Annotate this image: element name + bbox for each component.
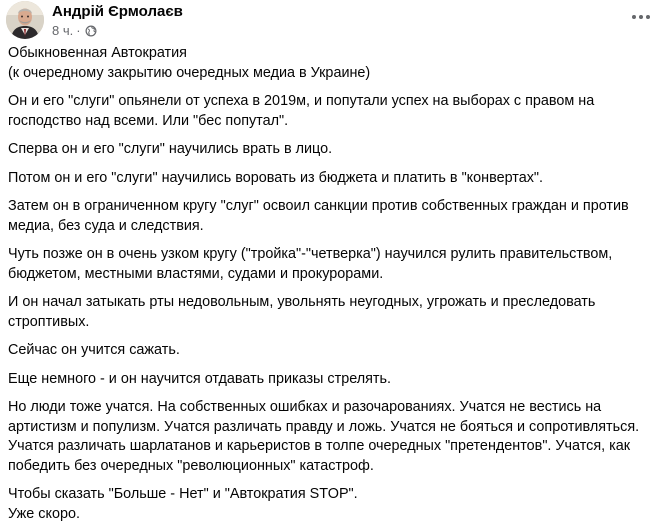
author-avatar-image [6,1,44,39]
post-meta [52,23,97,38]
author-name[interactable]: Андрій Єрмолаєв [52,3,183,20]
post-timestamp[interactable]: 8 ч. [52,23,74,38]
meta-separator: · [76,23,81,38]
post-paragraph: Уже скоро. [8,505,80,522]
post-paragraph: Чтобы сказать "Больше - Нет" и "Автократия STOP". [8,486,358,502]
post-title: Обыкновенная Автократия (к очередному закрытию очередных медиа в Украине) [8,45,371,81]
more-horizontal-icon [631,14,651,20]
post-paragraph: Потом он и его "слуги" научились воровать из бюджета и платить в "конвертах". [8,169,543,186]
post-paragraph: Еще немного - и он научится отдавать приказы стрелять. [8,370,391,387]
post-paragraph: Он и его "слуги" опьянели от успеха в 2019м, и попутали успех на выборах с правом на господство над всеми. Или "бес попутал". [8,93,595,129]
globe-icon[interactable] [85,25,97,37]
post-paragraph: Затем он в ограниченном кругу "слуг" освоил санкции против собственных граждан и против медиа, без суда и следствия. [8,198,629,234]
avatar[interactable] [6,1,44,39]
more-options-button[interactable] [627,7,655,27]
post-paragraph: Сейчас он учится сажать. [8,342,180,358]
post-paragraph: Чуть позже он в очень узком кругу ("тройка"-"четверка") научился рулить правительством, бюджетом, местными властями, судами и прокурорами. [8,246,613,282]
post-paragraph: Сперва он и его "слуги" научились врать в лицо. [8,141,333,157]
post-body [8,44,654,524]
post-header [6,1,655,39]
post-paragraph: Но люди тоже учатся. На собственных ошибках и разочарованиях. Учатся не вестись на артистизм и популизм. Учатся различать правду и ложь. Учатся не бояться и сопротивляться. Учатся различать шарлатанов и карьеристов в толпе очередных "претендентов". Учатся, как победить без очередных "революционных" катастроф. [8,399,640,474]
post-paragraph: И он начал затыкать рты недовольным, увольнять неугодных, угрожать и преследовать строптивых. [8,294,596,330]
